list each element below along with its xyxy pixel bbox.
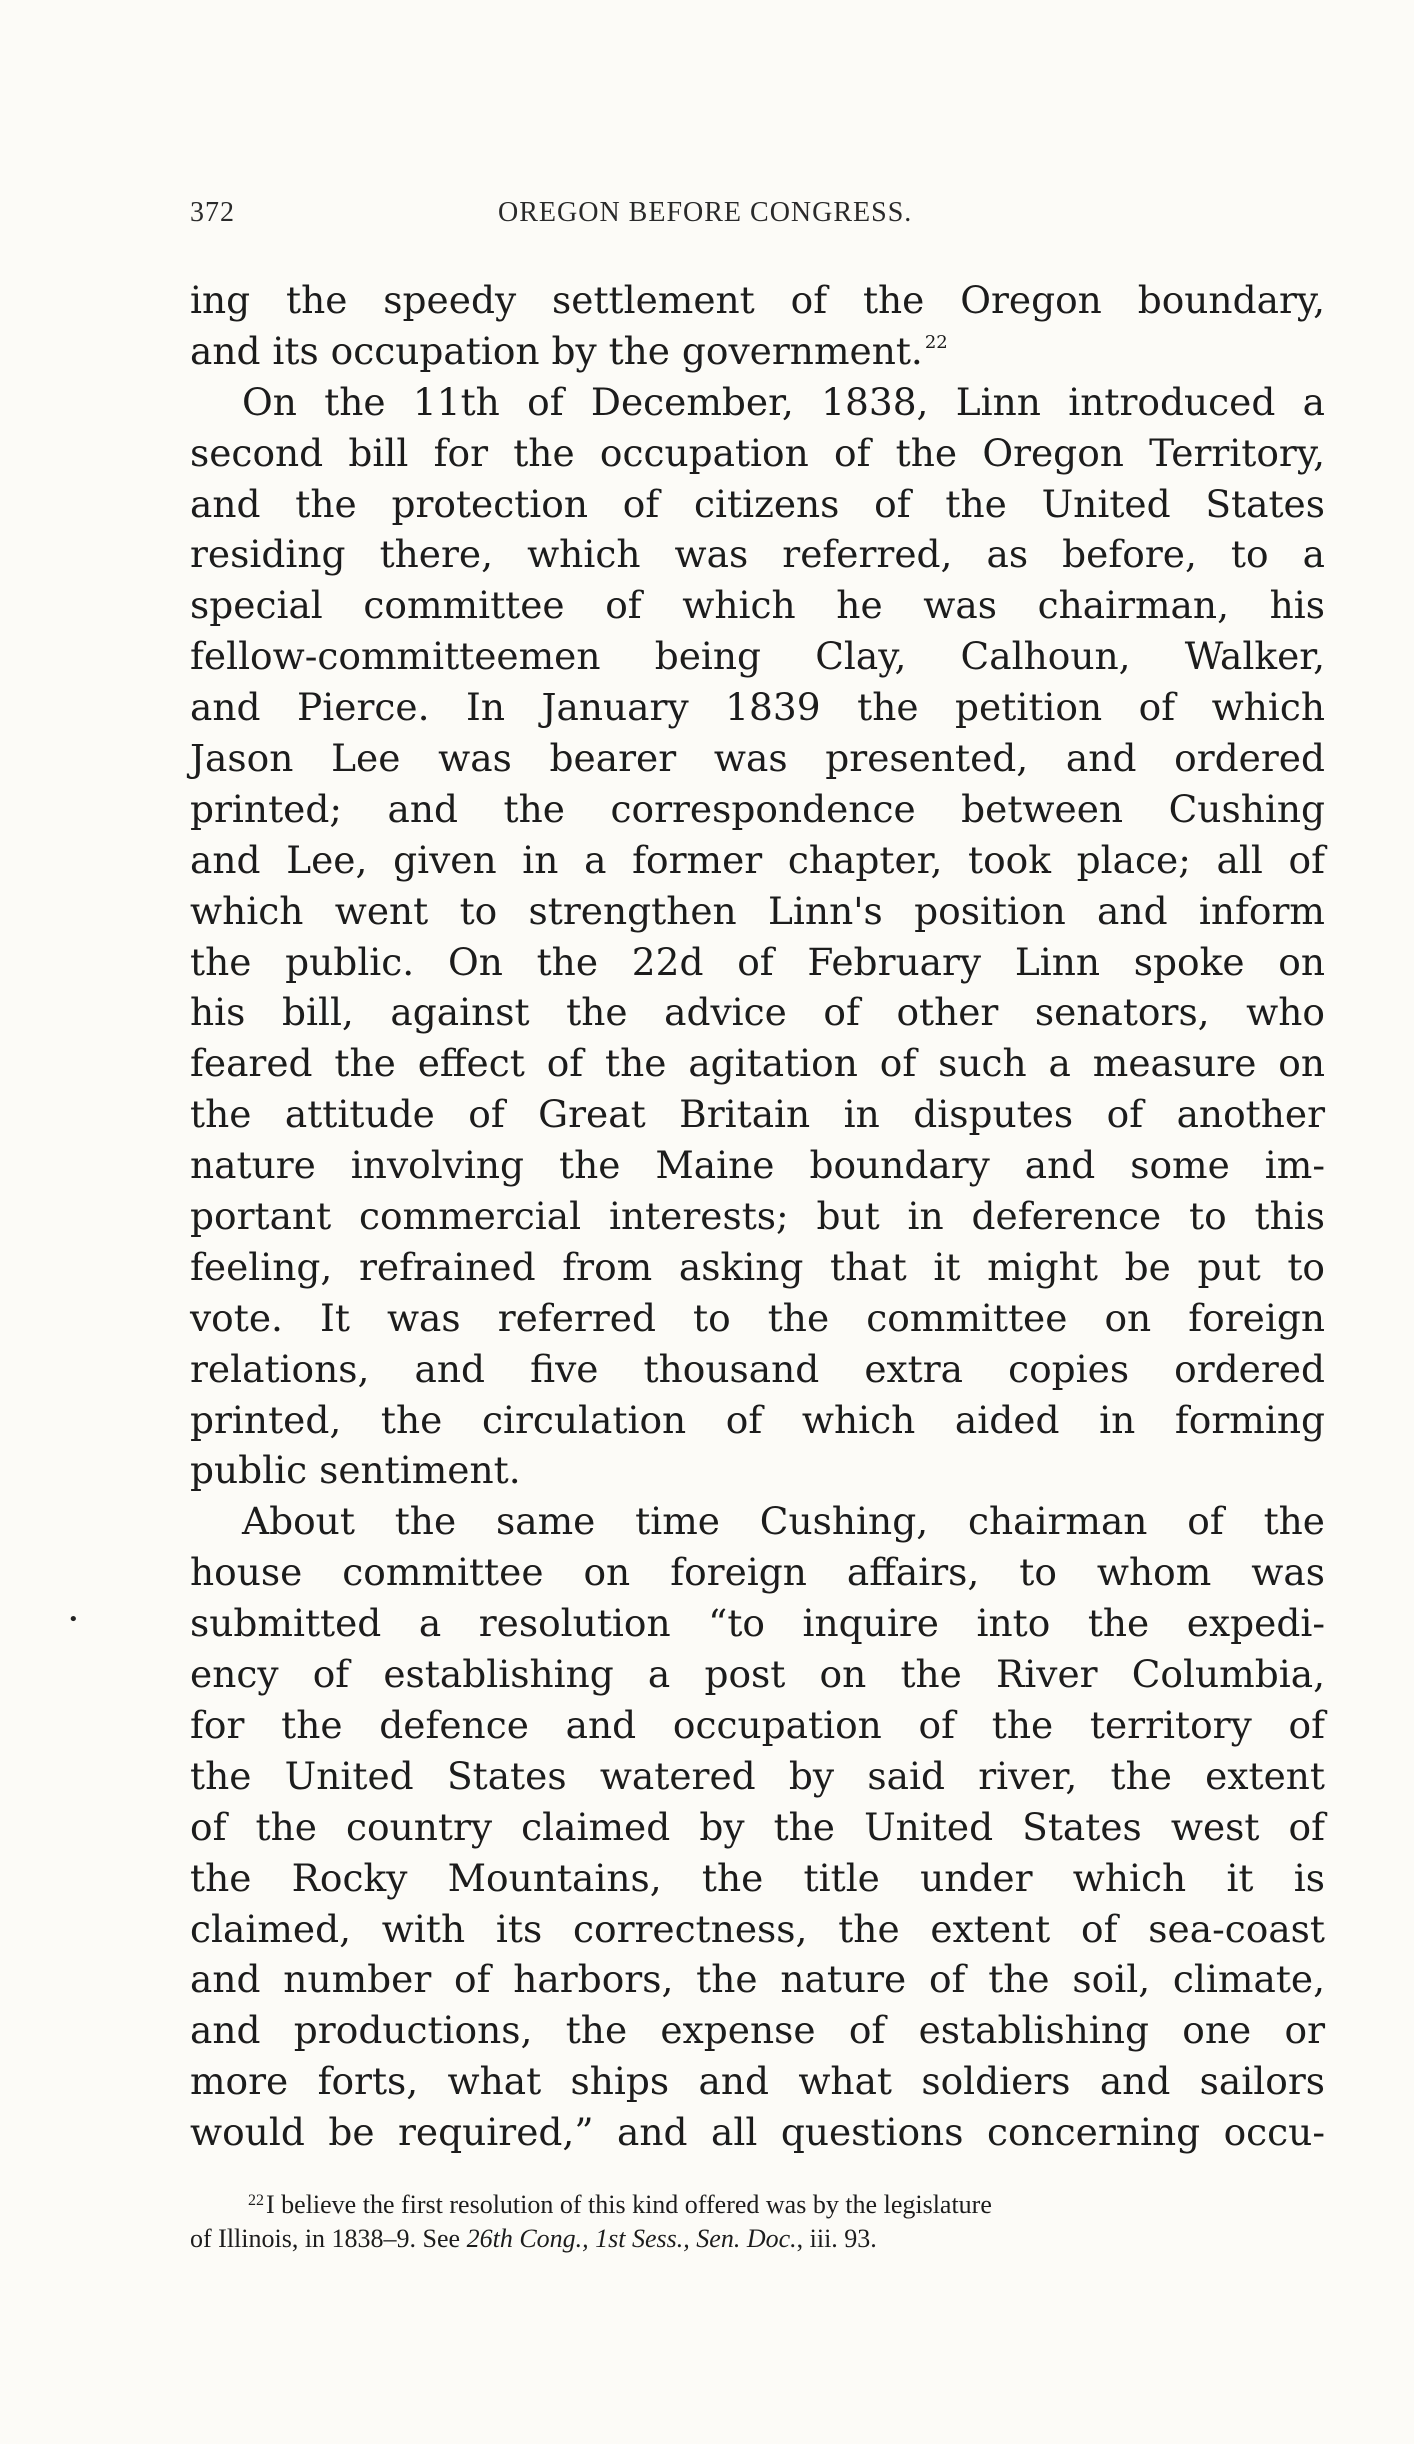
margin-mark: • bbox=[68, 1609, 79, 1630]
text-line: submitted a resolution “to inquire into the expedi- bbox=[190, 1601, 1325, 1646]
text-line: public sentiment. bbox=[190, 1448, 521, 1493]
text-line: for the defence and occupation of the territory of bbox=[190, 1702, 1325, 1747]
text-line: of the country claimed by the United States west of bbox=[190, 1804, 1325, 1849]
text-line: house committee on foreign affairs, to whom was bbox=[190, 1550, 1325, 1595]
text-line: second bill for the occupation of the Oregon Territory, bbox=[190, 430, 1325, 475]
footnote-text: I believe the first resolution of this kind offered was by the legislature bbox=[266, 2190, 992, 2219]
running-head: OREGON BEFORE CONGRESS. bbox=[498, 197, 913, 228]
text-line: special committee of which he was chairman, his bbox=[190, 583, 1325, 628]
footnote-text: of Illinois, in 1838–9. See bbox=[190, 2224, 467, 2253]
footnote bbox=[190, 2188, 1325, 2256]
footnote-reference[interactable]: 22 bbox=[924, 331, 948, 353]
text-line bbox=[190, 326, 1325, 377]
text-line: printed, the circulation of which aided in forming bbox=[190, 1397, 1325, 1442]
body-text bbox=[190, 275, 1325, 2158]
text-line: and the protection of citizens of the United States bbox=[190, 481, 1325, 526]
text-line: nature involving the Maine boundary and some im- bbox=[190, 1143, 1325, 1188]
text-line: ency of establishing a post on the River Columbia, bbox=[190, 1652, 1325, 1697]
text-line: Jason Lee was bearer was presented, and ordered bbox=[190, 736, 1325, 781]
text-line: vote. It was referred to the committee on foreign bbox=[190, 1295, 1325, 1340]
footnote-text: , iii. 93. bbox=[796, 2224, 877, 2253]
text-line: fellow-committeemen being Clay, Calhoun, Walker, bbox=[190, 634, 1325, 679]
text-line: the Rocky Mountains, the title under which it is bbox=[190, 1855, 1325, 1900]
text-line: more forts, what ships and what soldiers and sailors bbox=[190, 2059, 1325, 2104]
text-line: feeling, refrained from asking that it might be put to bbox=[190, 1244, 1325, 1289]
text-line-content: and its occupation by the government. bbox=[190, 328, 923, 373]
paragraph-start-line: About the same time Cushing, chairman of the bbox=[242, 1499, 1325, 1544]
footnote-line bbox=[190, 2188, 1325, 2222]
text-line: the United States watered by said river, the extent bbox=[190, 1753, 1325, 1798]
footnote-citation: 26th Cong., 1st Sess., Sen. Doc. bbox=[466, 2224, 797, 2253]
footnote-line bbox=[190, 2222, 1325, 2256]
footnote-number: 22 bbox=[248, 2192, 264, 2209]
text-line: residing there, which was referred, as before, to a bbox=[190, 532, 1325, 577]
text-line: his bill, against the advice of other senators, who bbox=[190, 990, 1325, 1035]
text-line: portant commercial interests; but in deference to this bbox=[190, 1194, 1325, 1239]
text-line: feared the effect of the agitation of such a measure on bbox=[190, 1041, 1325, 1086]
text-line: relations, and five thousand extra copies ordered bbox=[190, 1346, 1325, 1391]
text-line: the public. On the 22d of February Linn spoke on bbox=[190, 939, 1325, 984]
text-line: which went to strengthen Linn's position and inform bbox=[190, 888, 1325, 933]
text-line: and productions, the expense of establishing one or bbox=[190, 2008, 1325, 2053]
text-line: the attitude of Great Britain in disputes of another bbox=[190, 1092, 1325, 1137]
text-line: claimed, with its correctness, the extent of sea-coast bbox=[190, 1906, 1325, 1951]
text-line: printed; and the correspondence between Cushing bbox=[190, 786, 1325, 831]
page-number: 372 bbox=[190, 197, 235, 228]
text-line: and number of harbors, the nature of the soil, climate, bbox=[190, 1957, 1325, 2002]
text-line: ing the speedy settlement of the Oregon boundary, bbox=[190, 278, 1325, 322]
page-header bbox=[190, 197, 1325, 237]
text-line: and Pierce. In January 1839 the petition of which bbox=[190, 685, 1325, 730]
text-line: would be required,” and all questions concerning occu- bbox=[190, 2110, 1325, 2155]
text-line: and Lee, given in a former chapter, took place; all of bbox=[190, 837, 1325, 882]
paragraph-start-line: On the 11th of December, 1838, Linn introduced a bbox=[242, 379, 1325, 424]
